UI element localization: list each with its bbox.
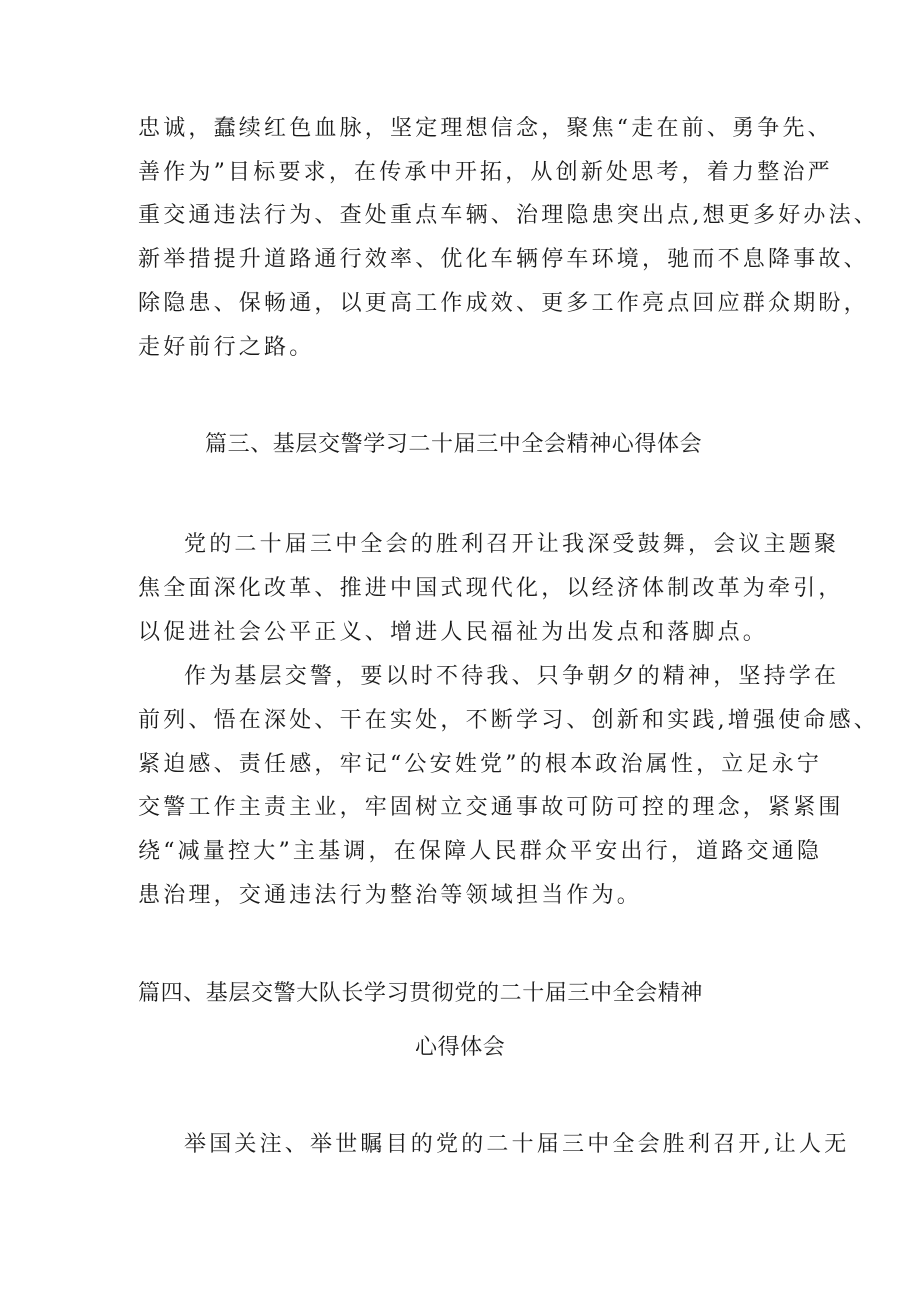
body-line: 重交通违法行为、查处重点车辆、治理隐患突出点,想更多好办法、 [138, 203, 879, 228]
body-line: 善作为”目标要求，在传承中开拓，从创新处思考，着力整治严 [138, 160, 833, 185]
body-line: 走好前行之路。 [138, 335, 315, 360]
body-line: 绕“减量控大”主基调，在保障人民群众平安出行，道路交通隐 [138, 839, 823, 864]
section-three-title: 篇三、基层交警学习二十届三中全会精神心得体会 [205, 432, 703, 457]
body-line: 焦全面深化改革、推进中国式现代化，以经济体制改革为牵引， [138, 576, 844, 601]
section-four-title-continued: 心得体会 [415, 1035, 506, 1060]
body-line: 以促进社会公平正义、增进人民福祉为出发点和落脚点。 [138, 620, 769, 645]
body-line: 除隐患、保畅通，以更高工作成效、更多工作亮点回应群众期盼， [138, 291, 869, 316]
body-line: 党的二十届三中全会的胜利召开让我深受鼓舞，会议主题聚 [184, 532, 840, 557]
body-line: 新举措提升道路通行效率、优化车辆停车环境，驰而不息降事故、 [138, 247, 869, 272]
body-line: 前列、悟在深处、干在实处，不断学习、创新和实践,增强使命感、 [138, 708, 879, 733]
body-line: 举国关注、举世瞩目的党的二十届三中全会胜利召开,让人无 [184, 1132, 850, 1157]
body-line: 紧迫感、责任感，牢记“公安姓党”的根本政治属性，立足永宁 [138, 752, 823, 777]
body-line: 忠诚，蠢续红色血脉，坚定理想信念，聚焦“走在前、勇争先、 [138, 116, 833, 141]
body-line: 作为基层交警，要以时不待我、只争朝夕的精神，坚持学在 [184, 664, 840, 689]
section-four-title: 篇四、基层交警大队长学习贯彻党的二十届三中全会精神 [138, 981, 704, 1006]
body-line: 交警工作主责主业，牢固树立交通事故可防可控的理念，紧紧围 [138, 795, 844, 820]
body-line: 患治理，交通违法行为整治等领域担当作为。 [138, 883, 643, 908]
